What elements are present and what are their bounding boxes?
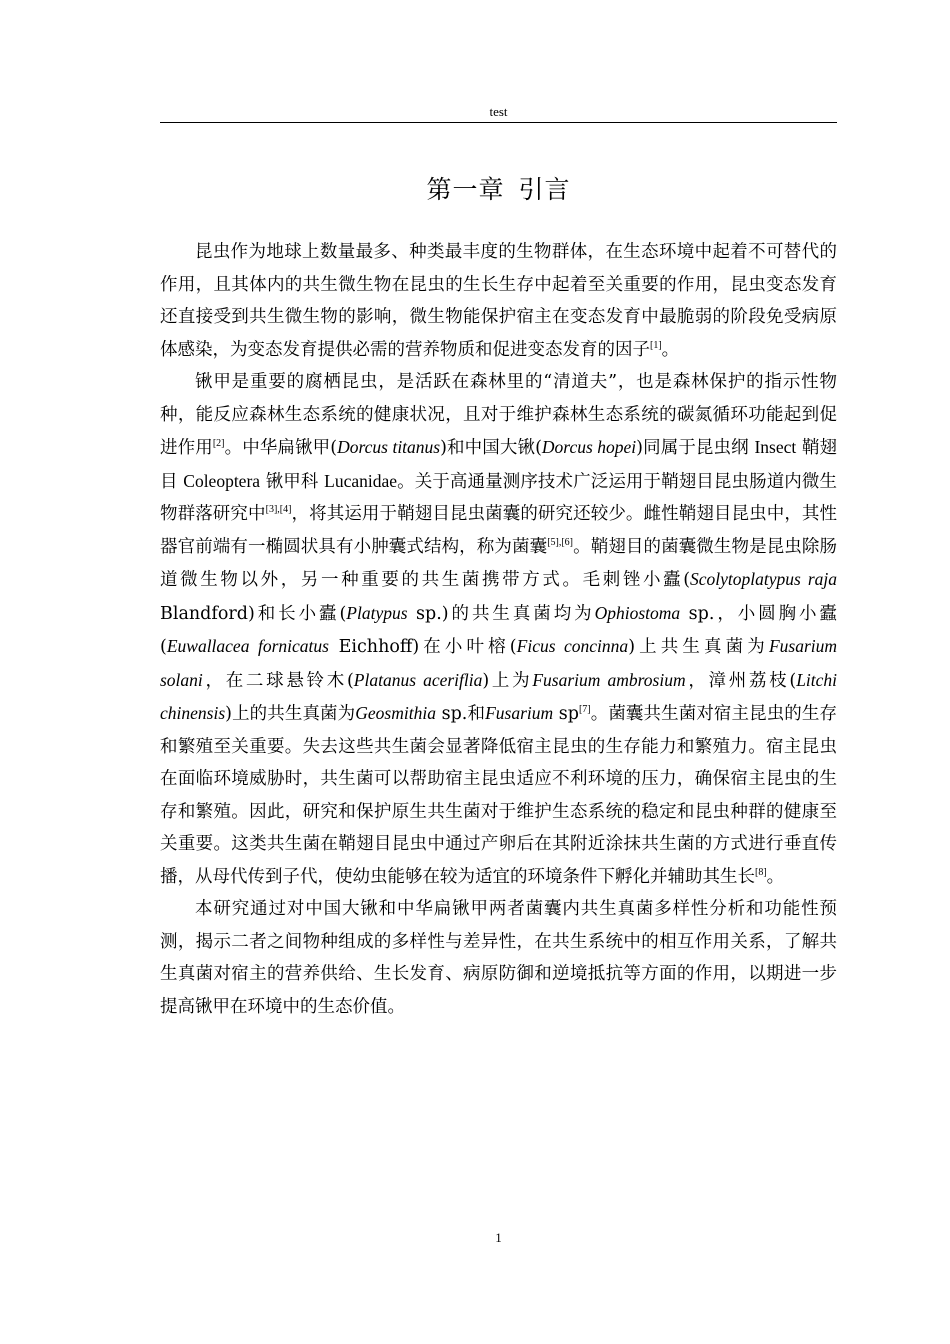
body-text [160, 236, 837, 1023]
species-name: Ficus concinna [516, 636, 629, 656]
species-name: Euwallacea fornicatus [166, 636, 329, 656]
species-name: Fusarium ambrosium [532, 669, 686, 690]
text-run: 鞘翅目 [160, 438, 838, 492]
text-run: sp.，小圆胸小蠹( [160, 603, 837, 657]
text-run: )和中国大锹( [440, 438, 542, 458]
paragraph-2 [160, 366, 837, 893]
text-run: 。菌囊共生菌对宿主昆虫的生存和繁殖至关重要。失去这些共生菌会显著降低宿主昆虫的生存能力和繁殖力。宿主昆虫在面临环境威胁时，共生菌可以帮助宿主昆虫适应不利环境的压力，确保宿主昆虫的生存和繁殖。因此，研究和保护原生共生菌对于维护生态系统的稳定和昆虫种群的健康至关重要。这类共生菌在鞘翅目昆虫中通过产卵后在其附近涂抹共生菌的方式进行垂直传播，从母代传到子代，使幼虫能够在较为适宜的环境条件下孵化并辅助其生长 [160, 704, 838, 887]
species-name: Platypus [346, 602, 408, 623]
text-run: )上共生真菌为 [628, 637, 769, 657]
text-run: 。 [661, 339, 680, 360]
text-run: sp [553, 704, 579, 724]
species-name: Geosmithia [355, 703, 436, 723]
text-run: ，将其运用于鞘翅目昆虫菌囊的研究还较少。雌性鞘翅目昆虫中，其性器官前端有一椭圆状具有小肿囊式结构，称为菌囊 [160, 504, 838, 557]
chapter-number: 第一章 [426, 175, 505, 204]
citation: [2] [212, 438, 225, 449]
paragraph-1 [160, 236, 837, 366]
chapter-heading-text: 引言 [518, 175, 571, 204]
taxon-name: Coleoptera [183, 470, 261, 491]
text-run: ，漳州荔枝( [685, 670, 797, 691]
taxon-name: Insect [754, 437, 797, 457]
page-number: 1 [495, 1230, 502, 1245]
text-run: 锹甲是重要的腐栖昆虫，是活跃在森林里的“清道夫”，也是森林保护的指示性物种，能反应森林生态系统的健康状况，且对于维护森林生态系统的碳氮循环功能起到促进作用 [160, 372, 837, 458]
citation: [5],[6] [547, 536, 574, 548]
species-name: Fusarium [485, 703, 554, 723]
citation: [7] [578, 704, 591, 715]
species-name: Scolytoplatypus raja [690, 569, 837, 589]
species-name: Dorcus hopei [541, 437, 637, 457]
text-run: 。中华扁锹甲( [224, 438, 338, 458]
text-run: 锹甲科 [260, 471, 325, 492]
text-run: sp.)的共生真菌均为 [407, 603, 595, 624]
species-name: Litchi chinensis [160, 669, 838, 723]
species-name: Platanus aceriflia [353, 669, 483, 690]
species-name: Fusarium solani [160, 636, 838, 690]
citation: [8] [755, 866, 767, 878]
text-run: )同属于昆虫纲 [636, 438, 755, 458]
paragraph-3 [160, 893, 837, 1023]
text-run: 。鞘翅目的菌囊微生物是昆虫除肠道微生物以外，另一种重要的共生菌携带方式。毛刺锉小蠹( [160, 536, 838, 590]
running-header: test [489, 104, 508, 119]
taxon-name: Lucanidae [324, 470, 398, 491]
text-run: 昆虫作为地球上数量最多、种类最丰度的生物群体，在生态环境中起着不可替代的作用，且其体内的共生微生物在昆虫的生长生存中起着至关重要的作用，昆虫变态发育还直接受到共生微生物的影响，微生物能保护宿主在变态发育中最脆弱的阶段免受病原体感染，为变态发育提供必需的营养物质和促进变态发育的因子 [160, 242, 837, 360]
citation: [1] [650, 339, 662, 351]
text-run: 。关于高通量测序技术广泛运用于鞘翅目昆虫肠道内微生物群落研究中 [160, 471, 837, 524]
citation: [3],[4] [265, 504, 292, 515]
text-run: )上的共生真菌为 [225, 704, 356, 724]
header-rule [160, 122, 837, 123]
species-name: Dorcus titanus [337, 437, 441, 457]
text-run: Blandford)和长小蠹( [160, 603, 347, 624]
text-run: 。 [766, 866, 785, 887]
text-run: sp.和 [435, 704, 486, 724]
text-run: Eichhoff)在小叶榕( [328, 637, 517, 657]
species-name: Ophiostoma [594, 602, 681, 623]
text-run: )上为 [482, 670, 533, 691]
text-run: ，在二球悬铃木( [202, 670, 354, 691]
chapter-title [160, 170, 837, 210]
text-run: 本研究通过对中国大锹和中华扁锹甲两者菌囊内共生真菌多样性分析和功能性预测，揭示二者之间物种组成的多样性与差异性，在共生系统中的相互作用关系，了解共生真菌对宿主的营养供给、生长发育、病原防御和逆境抵抗等方面的作用，以期进一步提高锹甲在环境中的生态价值。 [160, 899, 837, 1017]
